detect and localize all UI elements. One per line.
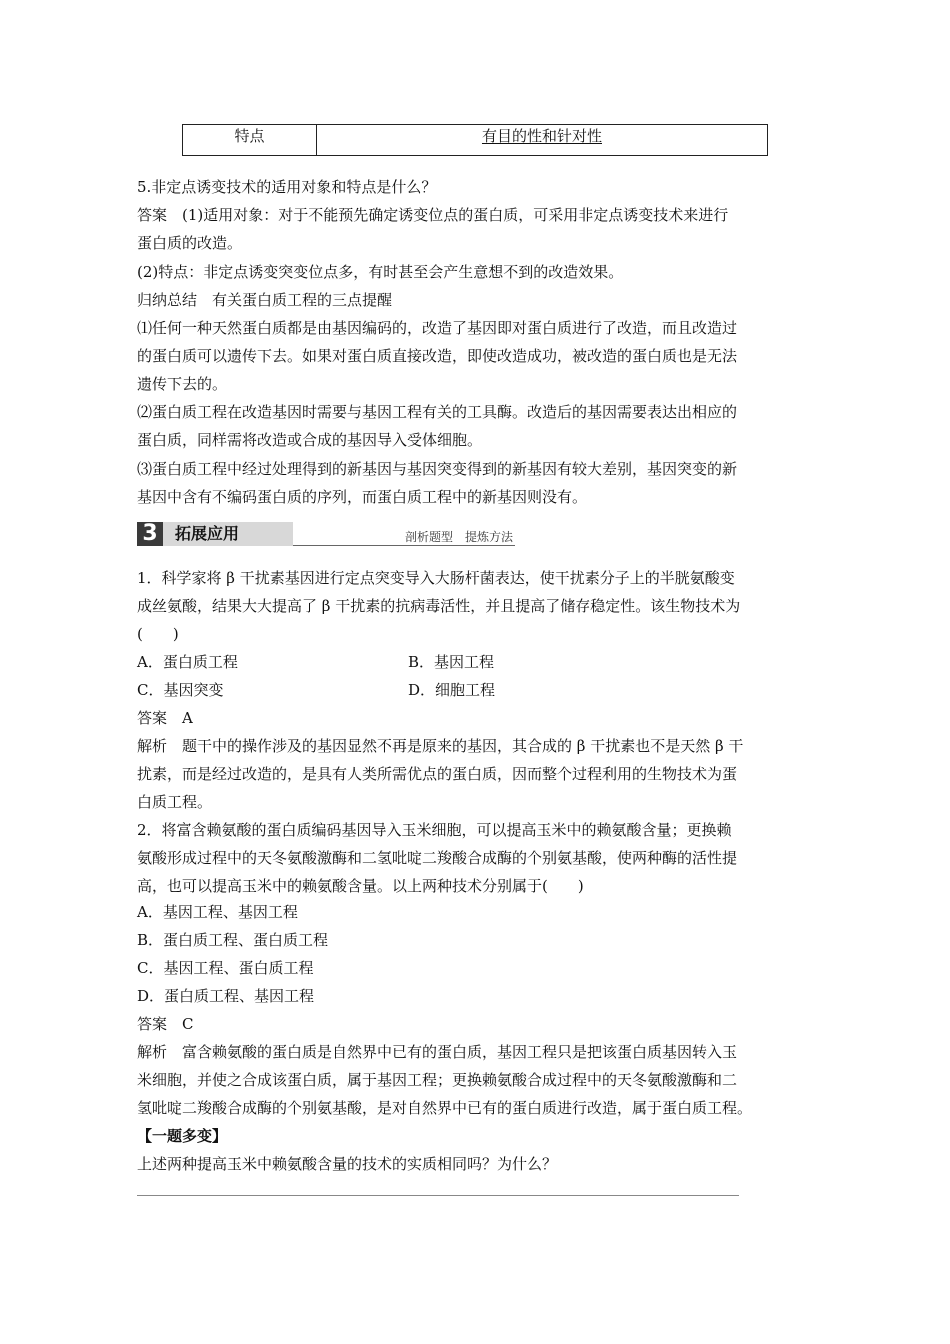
q2-analysis-line-2: 米细胞，并使之合成该蛋白质，属于基因工程；更换赖氨酸合成过程中的天冬氨酸激酶和二 xyxy=(137,1071,738,1089)
summary-p2-line-2: 蛋白质，同样需将改造或合成的基因导入受体细胞。 xyxy=(137,431,483,449)
summary-p1-line-2: 的蛋白质可以遗传下去。如果对蛋白质直接改造，即使改造成功，被改造的蛋白质也是无法 xyxy=(137,347,738,365)
summary-p2-line-1: ⑵蛋白质工程在改造基因时需要与基因工程有关的工具酶。改造后的基因需要表达出相应的 xyxy=(137,403,738,421)
answer-blank-line[interactable] xyxy=(137,1195,739,1196)
q1-analysis-line-3: 白质工程。 xyxy=(137,793,213,811)
q2-line-3: 高，也可以提高玉米中的赖氨酸含量。以上两种技术分别属于( ) xyxy=(137,877,584,895)
summary-p1-line-3: 遗传下去的。 xyxy=(137,375,228,393)
summary-p1-line-1: ⑴任何一种天然蛋白质都是由基因编码的，改造了基因即对蛋白质进行了改造，而且改造过 xyxy=(137,319,738,337)
q2-analysis-line-3: 氢吡啶二羧酸合成酶的个别氨基酸，是对自然界中已有的蛋白质进行改造，属于蛋白质工程。 xyxy=(137,1099,753,1117)
feature-table xyxy=(182,124,768,156)
q5-answer-line-1: 答案 (1)适用对象：对于不能预先确定诱变位点的蛋白质，可采用非定点诱变技术来进行 xyxy=(137,206,729,224)
variant-question: 上述两种提高玉米中赖氨酸含量的技术的实质相同吗？为什么？ xyxy=(137,1155,558,1173)
section-rule xyxy=(293,545,515,546)
q1-line-1: 1．科学家将 β 干扰素基因进行定点突变导入大肠杆菌表达，使干扰素分子上的半胱氨酸变 xyxy=(137,569,735,587)
table-label-cell: 特点 xyxy=(183,125,317,155)
q1-answer: 答案 A xyxy=(137,709,193,727)
q2-option-d: D．蛋白质工程、基因工程 xyxy=(137,987,315,1005)
q2-answer: 答案 C xyxy=(137,1015,194,1033)
q1-line-3: ( ) xyxy=(137,625,179,643)
q1-analysis-line-2: 扰素，而是经过改造的，是具有人类所需优点的蛋白质，因而整个过程利用的生物技术为蛋 xyxy=(137,765,738,783)
q1-option-c: C．基因突变 xyxy=(137,681,224,699)
summary-p3-line-1: ⑶蛋白质工程中经过处理得到的新基因与基因突变得到的新基因有较大差别，基因突变的新 xyxy=(137,460,738,478)
table-value-text: 有目的性和针对性 xyxy=(481,127,602,145)
q1-option-d: D．细胞工程 xyxy=(408,681,496,699)
q2-option-a: A．基因工程、基因工程 xyxy=(137,903,298,921)
q1-analysis-line-1: 解析 题干中的操作涉及的基因显然不再是原来的基因，其合成的 β 干扰素也不是天然 β 干 xyxy=(137,737,744,755)
q5-title: 5.非定点诱变技术的适用对象和特点是什么？ xyxy=(137,178,437,196)
section-banner xyxy=(137,522,515,548)
q5-answer-line-2: 蛋白质的改造。 xyxy=(137,234,243,252)
q2-line-2: 氨酸形成过程中的天冬氨酸激酶和二氢吡啶二羧酸合成酶的个别氨基酸，使两种酶的活性提 xyxy=(137,849,738,867)
section-number: 3 xyxy=(137,522,163,546)
q2-line-1: 2．将富含赖氨酸的蛋白质编码基因导入玉米细胞，可以提高玉米中的赖氨酸含量；更换赖 xyxy=(137,821,732,839)
q2-analysis-line-1: 解析 富含赖氨酸的蛋白质是自然界中已有的蛋白质，基因工程只是把该蛋白质基因转入玉 xyxy=(137,1043,738,1061)
summary-p3-line-2: 基因中含有不编码蛋白质的序列，而蛋白质工程中的新基因则没有。 xyxy=(137,488,588,506)
q5-answer-line-3: (2)特点：非定点诱变突变位点多，有时甚至会产生意想不到的改造效果。 xyxy=(137,263,624,281)
summary-title: 归纳总结 有关蛋白质工程的三点提醒 xyxy=(137,291,393,309)
q1-option-a: A．蛋白质工程 xyxy=(137,653,238,671)
table-value-cell xyxy=(317,125,767,155)
variant-title: 【一题多变】 xyxy=(137,1127,228,1145)
q1-line-2: 成丝氨酸，结果大大提高了 β 干扰素的抗病毒活性，并且提高了储存稳定性。该生物技术为 xyxy=(137,597,741,615)
section-title: 拓展应用 xyxy=(163,522,293,546)
section-subtitle: 剖析题型 提炼方法 xyxy=(404,530,513,544)
q2-option-b: B．蛋白质工程、蛋白质工程 xyxy=(137,931,329,949)
q2-option-c: C．基因工程、蛋白质工程 xyxy=(137,959,314,977)
q1-option-b: B．基因工程 xyxy=(408,653,495,671)
